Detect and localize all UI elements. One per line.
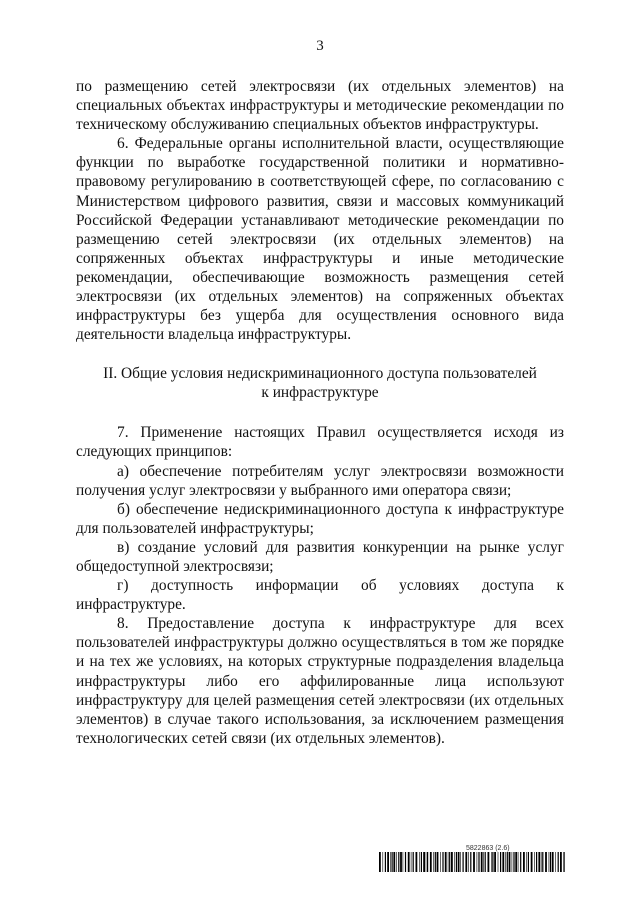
barcode-bar — [505, 852, 506, 872]
barcode-bar — [423, 852, 425, 872]
section-heading-line-2: к инфраструктуре — [261, 384, 379, 402]
barcode-bar — [448, 852, 449, 872]
barcode-bar — [502, 852, 504, 872]
barcode-bar — [390, 852, 391, 872]
barcode-bar — [393, 852, 395, 872]
barcode-bar — [468, 852, 469, 872]
barcode-bar — [383, 852, 384, 872]
list-item-b: б) обеспечение недискриминационного доступа к инфраструктуре для пользователей инфраструктуры; — [76, 500, 564, 537]
list-item-v: в) создание условий для развития конкуренции на рынке услуг общедоступной электросвязи; — [76, 538, 564, 575]
barcode-bar — [440, 852, 441, 872]
barcode-bar — [413, 852, 414, 872]
barcode-bar — [545, 852, 547, 872]
barcode-bar — [523, 852, 525, 872]
document-body — [76, 77, 564, 748]
barcode-bar — [396, 852, 397, 872]
barcode-bar — [528, 852, 529, 872]
barcode-bar — [494, 852, 496, 872]
barcode-bar — [550, 852, 551, 872]
barcode-bar — [477, 852, 478, 872]
barcode-bar — [387, 852, 389, 872]
barcode-bar — [460, 852, 461, 872]
barcode-bar — [473, 852, 475, 872]
barcode-bar — [416, 852, 418, 872]
barcode-bar — [485, 852, 486, 872]
list-item-g: г) доступность информации об условиях доступа к инфраструктуре. — [76, 577, 564, 614]
list-item-a: а) обеспечение потребителям услуг электросвязи возможности получения услуг электросвязи у выбранного ими оператора связи; — [76, 462, 564, 499]
barcode-bar — [563, 852, 564, 872]
section-heading-line-1: II. Общие условия недискриминационного доступа пользователей — [103, 365, 537, 383]
barcode-bar — [564, 852, 565, 872]
barcode-bar — [427, 852, 428, 872]
barcode-bar — [405, 852, 406, 872]
barcode-bar — [458, 852, 460, 872]
barcode-bar — [488, 852, 490, 872]
barcode-bar — [398, 852, 399, 872]
paragraph-7: 7. Применение настоящих Правил осуществляется исходя из следующих принципов: — [76, 424, 564, 461]
barcode-bar — [435, 852, 436, 872]
barcode-bar — [445, 852, 447, 872]
barcode-bar — [498, 852, 499, 872]
barcode-bar — [558, 852, 559, 872]
barcode-bar — [451, 852, 453, 872]
barcode-bar — [491, 852, 492, 872]
barcode-bar — [515, 852, 517, 872]
barcode-bar — [403, 852, 404, 872]
barcode-bar — [408, 852, 410, 872]
barcode-bar — [465, 852, 467, 872]
barcode-bar — [534, 852, 535, 872]
barcode-bar — [513, 852, 514, 872]
paragraph-continuation: по размещению сетей электросвязи (их отдельных элементов) на специальных объектах инфраструктуры и методические рекомендации по техническому обслуживанию специальных объектов инфраструктуры. — [76, 78, 564, 134]
barcode-bar — [560, 852, 562, 872]
section-heading — [76, 364, 564, 402]
barcode-bar — [478, 852, 479, 872]
barcode-icon — [379, 852, 565, 872]
barcode-bar — [421, 852, 422, 872]
barcode-bar — [426, 852, 427, 872]
barcode-bar — [500, 852, 501, 872]
barcode-bar — [555, 852, 556, 872]
barcode-bar — [449, 852, 450, 872]
barcode-bar — [433, 852, 434, 872]
barcode-bar — [481, 852, 483, 872]
barcode-bar — [538, 852, 540, 872]
barcode-bar — [454, 852, 455, 872]
barcode-bar — [400, 852, 402, 872]
barcode-bar — [492, 852, 493, 872]
barcode-bar — [463, 852, 464, 872]
page-number: 3 — [316, 38, 324, 54]
barcode-bar — [385, 852, 386, 872]
barcode-bar — [411, 852, 412, 872]
barcode-bar — [520, 852, 521, 872]
barcode-bar — [392, 852, 393, 872]
barcode-bar — [518, 852, 519, 872]
barcode-bar — [542, 852, 543, 872]
barcode-bar — [552, 852, 554, 872]
barcode-bar — [531, 852, 533, 872]
barcode-bar — [456, 852, 457, 872]
barcode-bar — [470, 852, 471, 872]
barcode-bar — [509, 852, 511, 872]
barcode-bar — [536, 852, 537, 872]
barcode-bar — [430, 852, 432, 872]
paragraph-8: 8. Предоставление доступа к инфраструктуре для всех пользователей инфраструктуры должно осуществляться в том же порядке и на тех же условиях, на которых структурные подразделения владельца инфраструктуры либо его аффилированные лица используют инфраструктуру для целей размещения сетей электросвязи (их отдельных элементов) в случае такого использования, за исключением размещения технологических сетей связи (их отдельных элементов). — [76, 615, 564, 747]
barcode-bar — [526, 852, 527, 872]
barcode-bar — [507, 852, 508, 872]
barcode-bar — [437, 852, 439, 872]
barcode-bar — [483, 852, 484, 872]
barcode-bar — [512, 852, 513, 872]
barcode-bar — [379, 852, 381, 872]
barcode-bar — [442, 852, 443, 872]
barcode-bar — [549, 852, 550, 872]
barcode-bar — [541, 852, 542, 872]
paragraph-6: 6. Федеральные органы исполнительной власти, осуществляющие функции по выработке государственной политики и нормативно-правовому регулированию в соответствующей сфере, по согласованию с Министерством цифрового развития, связи и массовых коммуникаций Российской Федерации устанавливают методические рекомендации по размещению сетей электросвязи (их отдельных элементов) на сопряженных объектах инфраструктуры и иные методические рекомендации, обеспечивающие возможность размещения сетей электросвязи (их отдельных элементов) на сопряженных объектах инфраструктуры без ущерба для осуществления основного вида деятельности владельца инфраструктуры. — [76, 135, 564, 344]
document-code: 5822863 (2.6) — [466, 845, 510, 852]
barcode-bar — [419, 852, 420, 872]
